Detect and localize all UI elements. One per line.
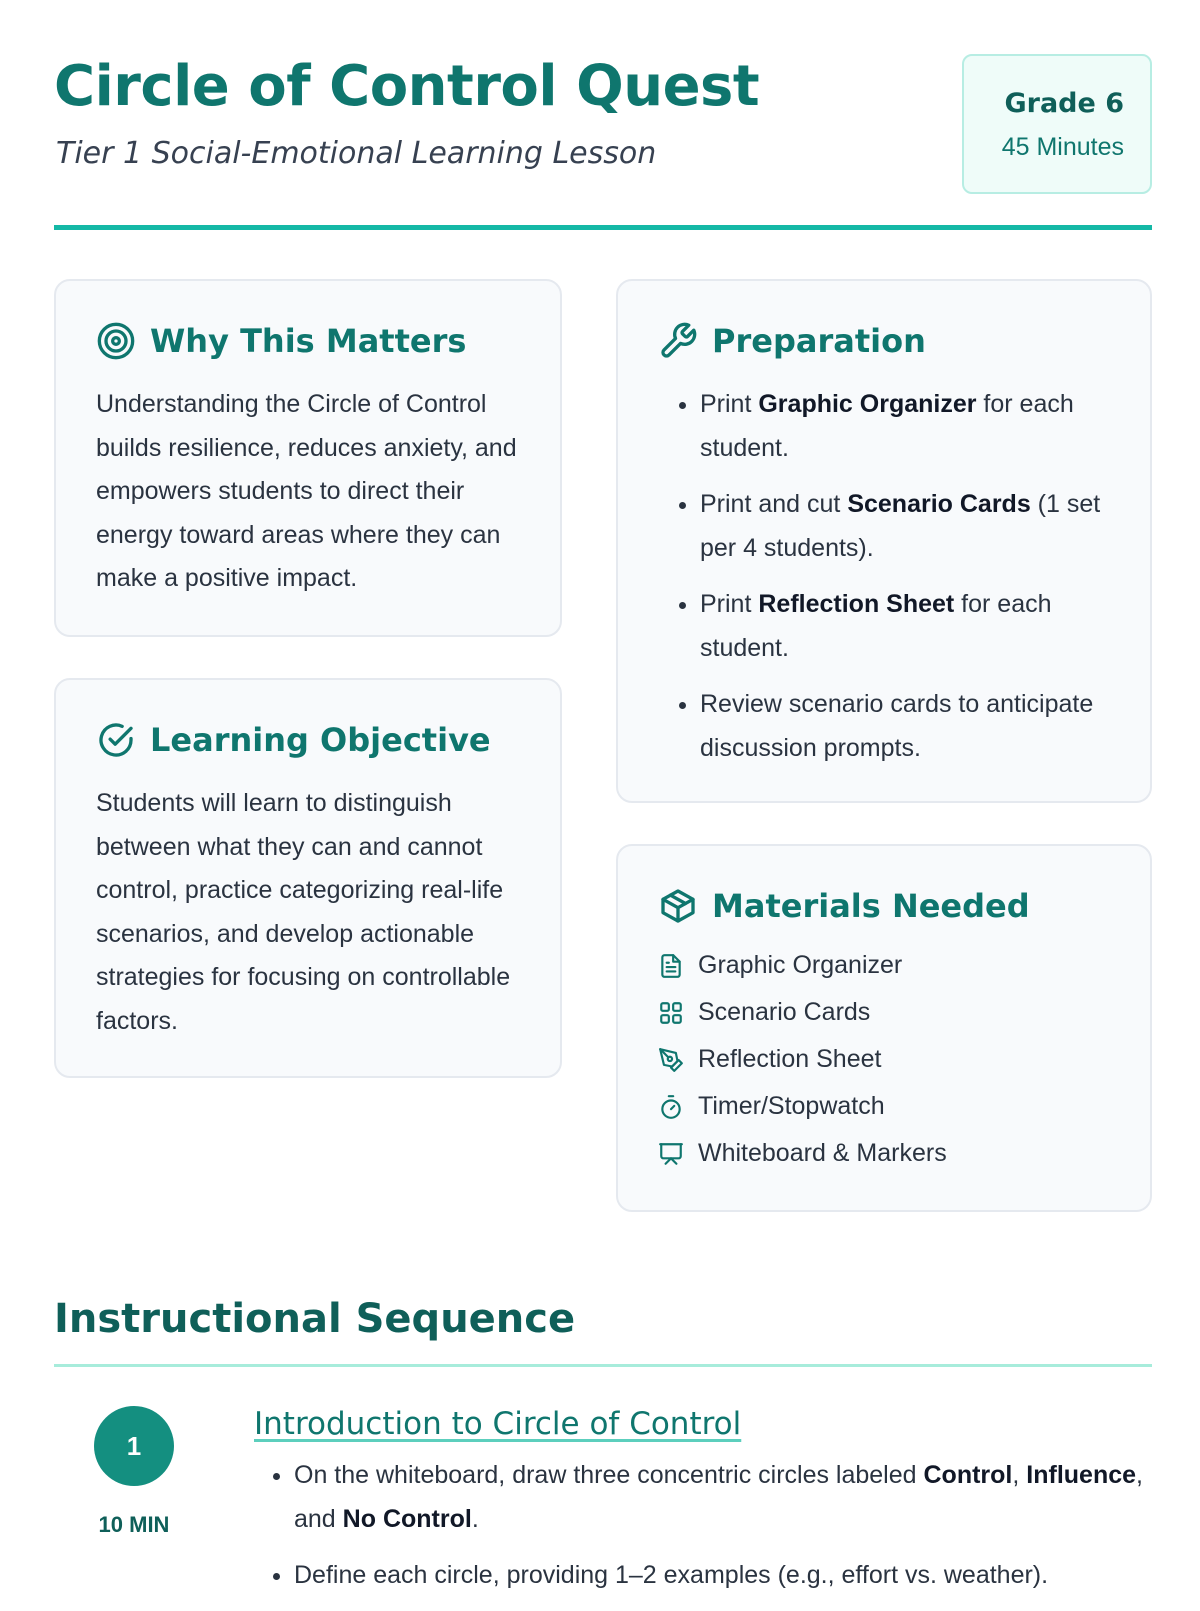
objective-title: Learning Objective [150,721,491,759]
list-item: • Print Graphic Organizer for each student. [700,383,1110,470]
list-item: Reflection Sheet [658,1036,1110,1083]
pen-icon [658,1047,684,1073]
presentation-icon [658,1141,684,1167]
file-text-icon [658,953,684,979]
materials-title: Materials Needed [712,887,1030,925]
target-icon [96,321,136,361]
list-item: • Define each circle, providing 1–2 examples (e.g., effort vs. weather). [294,1554,1174,1598]
learning-objective-card [54,678,562,1078]
section-title: Instructional Sequence [54,1296,576,1342]
list-item: • Print Reflection Sheet for each student. [700,583,1110,670]
preparation-list [658,383,1110,770]
grid-icon [658,1000,684,1026]
section-divider [54,1364,1152,1367]
list-item: Whiteboard & Markers [658,1130,1110,1177]
list-item: Scenario Cards [658,989,1110,1036]
grade-label: Grade 6 [1004,88,1124,119]
timer-icon [658,1094,684,1120]
package-icon [658,886,698,926]
page-subtitle: Tier 1 Social-Emotional Learning Lesson [56,136,657,171]
objective-text: Students will learn to distinguish between what they can and cannot control, practice categorizing real-life scenarios, and develop actionable strategies for focusing on controllable factors. [96,789,511,1035]
header-divider [54,225,1152,230]
list-item: • Review scenario cards to anticipate discussion prompts. [700,683,1110,770]
preparation-card [616,279,1152,803]
duration-label: 45 Minutes [1001,133,1124,161]
lesson-page [54,0,1152,1589]
step-instructions [254,1454,1174,1611]
step-number-badge: 1 [94,1406,174,1486]
check-circle-icon [96,720,136,760]
why-title: Why This Matters [150,322,467,360]
step-duration: 10 MIN [98,1512,170,1537]
wrench-icon [658,321,698,361]
step-title-link[interactable]: Introduction to Circle of Control [254,1406,742,1442]
lesson-header [54,0,1152,232]
page-title: Circle of Control Quest [54,54,760,119]
list-item: Timer/Stopwatch [658,1083,1110,1130]
why-text: Understanding the Circle of Control builds resilience, reduces anxiety, and empowers students to direct their energy toward areas where they can make a positive impact. [96,390,517,592]
why-this-matters-card [54,279,562,637]
materials-list [658,942,1110,1177]
list-item: • Print and cut Scenario Cards (1 set per 4 students). [700,483,1110,570]
list-item: • On the whiteboard, draw three concentric circles labeled Control, Influence, and No Control. [294,1454,1174,1541]
list-item: Graphic Organizer [658,942,1110,989]
grade-duration-badge [962,54,1152,194]
preparation-title: Preparation [712,322,926,360]
materials-card [616,844,1152,1212]
